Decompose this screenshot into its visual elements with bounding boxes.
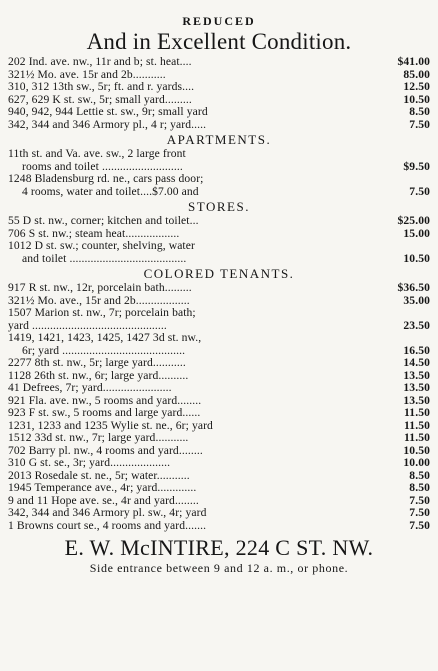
listing-row (8, 495, 430, 508)
colored-tenants-list (8, 282, 430, 532)
listing-row (8, 407, 430, 420)
listing-price: 10.50 (403, 443, 430, 457)
listing-line: 1012 D st. sw.; counter, shelving, water (8, 239, 195, 252)
apartments-list (8, 148, 430, 198)
listing-row (8, 457, 430, 470)
listing-price: 7.50 (409, 518, 430, 532)
listing-desc: 202 Ind. ave. nw., 11r and b; st. heat.... (8, 56, 192, 68)
listing-row (8, 432, 430, 445)
listing-price: 13.50 (403, 381, 430, 394)
listing-desc: 923 F st. sw., 5 rooms and large yard...... (8, 407, 201, 419)
listing-desc: 321½ Mo. ave., 15r and 2b.................. (8, 294, 190, 307)
listing-price: 7.50 (409, 184, 430, 198)
listing-price: 35.00 (403, 293, 430, 307)
listing-desc: and toilet ....................................... (22, 252, 187, 265)
advertiser-note: Side entrance between 9 and 12 a. m., or phone. (89, 561, 349, 575)
section-heading-stores: STORES. (188, 199, 250, 214)
listing-row (8, 69, 430, 82)
ad-title: And in Excellent Condition. (86, 29, 352, 54)
houses-list (8, 56, 430, 131)
listing-row (8, 520, 430, 533)
listing-desc: 2277 8th st. nw., 5r; large yard........... (8, 357, 186, 369)
listing-price: $9.50 (403, 159, 430, 173)
listing-desc: 627, 629 K st. sw., 5r; small yard......... (8, 93, 192, 106)
listing-desc: 310 G st. se., 3r; yard.................... (8, 457, 171, 469)
listing-row (8, 395, 430, 408)
listing-row (8, 253, 430, 266)
listing-desc: 1231, 1233 and 1235 Wylie st. ne., 6r; yard (8, 419, 213, 432)
listing-desc: 9 and 11 Hope ave. se., 4r and yard........ (8, 494, 199, 507)
listing-price: 11.50 (404, 431, 430, 444)
listing-desc: 4 rooms, water and toilet....$7.00 and (22, 185, 199, 198)
listing-row (8, 282, 430, 295)
listing-desc: 917 R st. nw., 12r, porcelain bath......... (8, 282, 192, 294)
listing-desc: 706 S st. nw.; steam heat.................. (8, 227, 180, 240)
listing-row (8, 482, 430, 495)
listing-line: 1507 Marion st. nw., 7r; porcelain bath; (8, 306, 196, 319)
listing-desc: 702 Barry pl. nw., 4 rooms and yard........ (8, 444, 203, 457)
listing-desc: 940, 942, 944 Lettie st. sw., 9r; small yard (8, 106, 208, 118)
listing-price: 15.00 (403, 226, 430, 240)
listing-price: $41.00 (397, 55, 430, 68)
listing-price: 11.50 (404, 418, 430, 432)
listing-row (8, 345, 430, 358)
listing-desc: yard ............................................. (8, 319, 167, 332)
listing-row (8, 382, 430, 395)
listing-row (8, 215, 430, 228)
listing-price: 8.50 (409, 481, 430, 494)
listing-price: 85.00 (403, 67, 430, 81)
listing-row (8, 81, 430, 94)
listing-row (8, 56, 430, 69)
listing-price: 7.50 (409, 493, 430, 507)
listing-price: 23.50 (403, 318, 430, 332)
listing-price: 8.50 (409, 105, 430, 118)
listing-desc: 1512 33d st. nw., 7r; large yard........... (8, 432, 189, 444)
listing-line: 1419, 1421, 1423, 1425, 1427 3d st. nw., (8, 331, 202, 344)
listing-desc: 921 Fla. ave. nw., 5 rooms and yard........ (8, 394, 202, 407)
listing-line: 11th st. and Va. ave. sw., 2 large front (8, 147, 186, 160)
listing-price: $36.50 (397, 281, 430, 294)
listing-price: 11.50 (404, 406, 430, 419)
listing-row (8, 357, 430, 370)
listing-price: 16.50 (403, 343, 430, 357)
listing-price: 10.50 (403, 251, 430, 265)
listing-row (8, 119, 430, 132)
listing-row (8, 420, 430, 433)
listing-price: 7.50 (409, 117, 430, 131)
listing-price: $25.00 (397, 214, 430, 227)
listing-row (8, 370, 430, 383)
listing-desc: 321½ Mo. ave. 15r and 2b........... (8, 68, 166, 81)
listing-desc: 41 Defrees, 7r; yard....................... (8, 382, 172, 394)
listing-row (8, 470, 430, 483)
section-heading-colored-tenants: COLORED TENANTS. (143, 266, 295, 281)
listing-row (8, 445, 430, 458)
listing-price: 10.50 (403, 92, 430, 106)
section-heading-apartments: APARTMENTS. (166, 132, 272, 147)
listing-desc: rooms and toilet ........................... (22, 160, 183, 173)
listing-desc: 342, 344 and 346 Armory pl. sw., 4r; yard (8, 507, 207, 519)
listing-row (8, 507, 430, 520)
listing-price: 14.50 (403, 356, 430, 369)
listing-row (8, 94, 430, 107)
listing-price: 12.50 (403, 80, 430, 93)
listing-price: 10.00 (403, 456, 430, 469)
ad-subtitle: REDUCED (182, 14, 256, 28)
listing-row (8, 186, 430, 199)
listing-price: 13.50 (403, 393, 430, 407)
listing-price: 7.50 (409, 506, 430, 519)
listing-price: 8.50 (409, 468, 430, 482)
listing-row (8, 106, 430, 119)
stores-list (8, 215, 430, 265)
listing-desc: 342, 344 and 346 Armory pl., 4 r; yard..... (8, 118, 207, 131)
listing-desc: 1128 26th st. nw., 6r; large yard.......... (8, 369, 189, 382)
listing-desc: 55 D st. nw., corner; kitchen and toilet... (8, 215, 199, 227)
listing-desc: 310, 312 13th sw., 5r; ft. and r. yards.... (8, 81, 195, 93)
listing-desc: 1945 Temperance ave., 4r; yard............. (8, 482, 197, 494)
listing-desc: 1 Browns court se., 4 rooms and yard....... (8, 519, 207, 532)
listing-price: 13.50 (403, 368, 430, 382)
listing-line: 1248 Bladensburg rd. ne., cars pass door; (8, 172, 204, 185)
listing-desc: 6r; yard ......................................... (22, 344, 186, 357)
listing-desc: 2013 Rosedale st. ne., 5r; water........... (8, 469, 190, 482)
advertiser-name: E. W. McINTIRE, 224 C ST. NW. (64, 535, 374, 560)
